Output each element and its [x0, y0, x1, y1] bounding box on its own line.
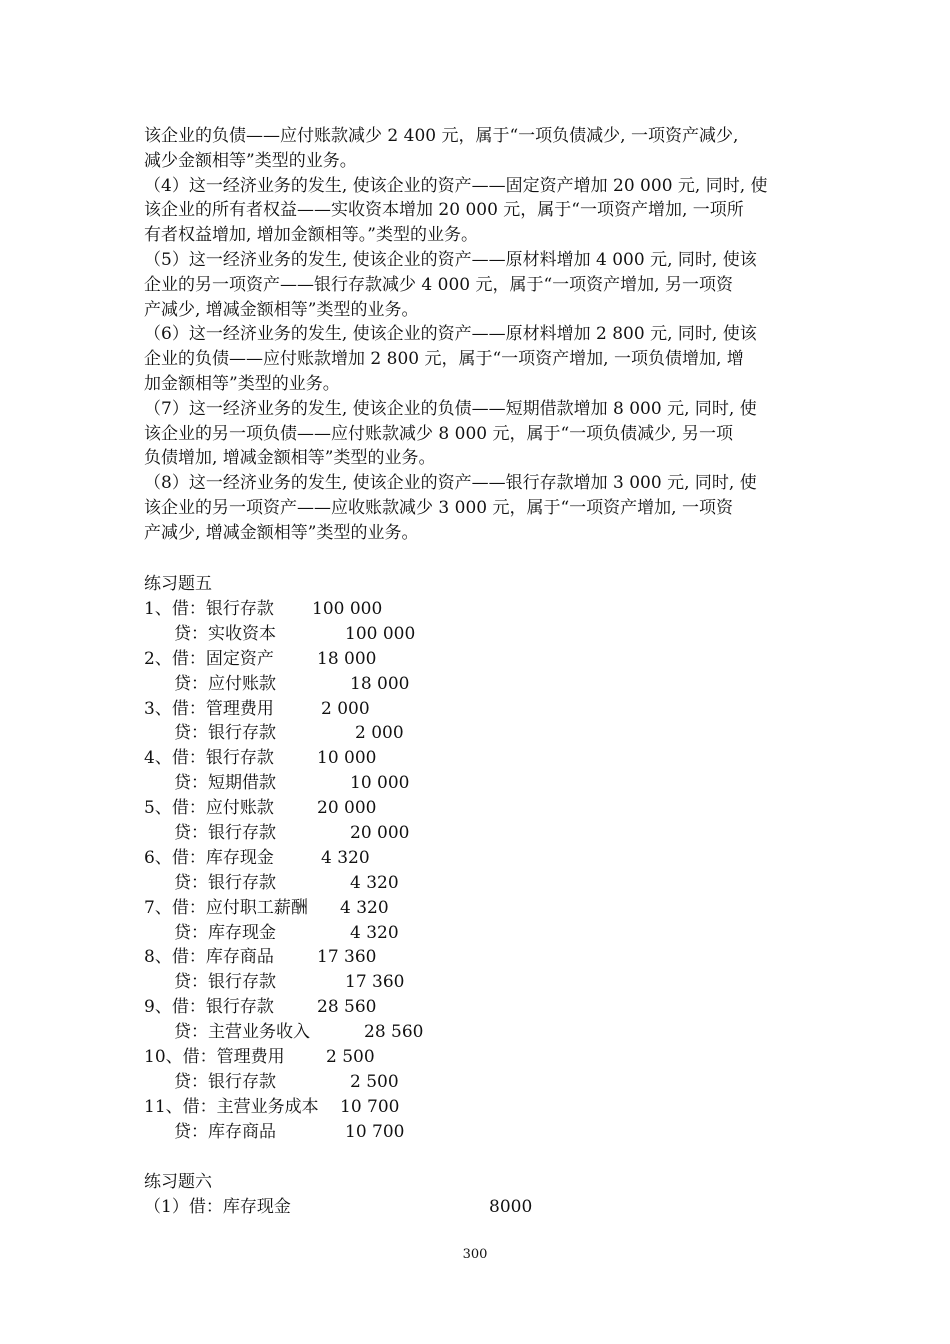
text-line: （8）这一经济业务的发生, 使该企业的资产——银行存款增加 3 000 元, 同时, 使 [144, 473, 757, 494]
text-line: 有者权益增加, 增加金额相等。”类型的业务。 [144, 225, 478, 246]
entry-label: 2、借：固定资产 [144, 648, 274, 669]
text-line: 企业的另一项资产——银行存款减少 4 000 元，属于“一项资产增加, 另一项资 [144, 274, 733, 295]
text-line: 加金额相等”类型的业务。 [144, 373, 340, 394]
entry-amount: 4 320 [350, 872, 399, 893]
paragraph-item-5 [144, 248, 809, 322]
entry-amount: 2 500 [326, 1047, 375, 1068]
entry-amount: 10 000 [317, 748, 377, 769]
entry-label: 贷：库存商品 [174, 1121, 276, 1142]
entry-amount: 4 320 [340, 897, 389, 918]
text-line: 该企业的负债——应付账款减少 2 400 元，属于“一项负债减少, 一项资产减少, [144, 126, 739, 146]
entry-amount: 2 500 [350, 1071, 399, 1092]
entry-label: 贷：库存现金 [174, 922, 276, 943]
text-line: （6）这一经济业务的发生, 使该企业的资产——原材料增加 2 800 元, 同时, 使该 [144, 324, 757, 345]
entry-label: 10、借：管理费用 [144, 1047, 285, 1068]
entry-amount: 17 360 [345, 972, 405, 993]
entry-label: 贷：银行存款 [174, 823, 276, 844]
paragraph-item-8 [144, 471, 809, 545]
text-line: 负债增加, 增减金额相等”类型的业务。 [144, 448, 436, 469]
entry-label: 11、借：主营业务成本 [144, 1096, 319, 1117]
entry-label: 贷：短期借款 [174, 773, 276, 794]
entry-label: 贷：银行存款 [174, 723, 276, 744]
entry-amount: 2 000 [321, 698, 370, 719]
entry-amount: 2 000 [355, 723, 404, 744]
entry-label: 贷：应付账款 [174, 673, 276, 694]
entry-label: 9、借：银行存款 [144, 997, 274, 1018]
entry-amount: 100 000 [312, 599, 383, 619]
entry-label: 3、借：管理费用 [144, 698, 274, 719]
entry-label: 贷：银行存款 [174, 1071, 276, 1092]
paragraph-item-4 [144, 174, 809, 248]
page-number: 300 [462, 1247, 488, 1262]
entry-label: 1、借：银行存款 [144, 599, 274, 619]
entry-label: 4、借：银行存款 [144, 748, 274, 769]
entry-label: （1）借：库存现金 [144, 1197, 291, 1217]
entry-amount: 4 320 [350, 922, 399, 943]
entry-amount: 10 700 [340, 1096, 400, 1117]
entry-label: 5、借：应付账款 [144, 798, 274, 819]
entry-amount: 20 000 [317, 798, 377, 819]
paragraph-item-6 [144, 322, 809, 396]
text-line: 该企业的所有者权益——实收资本增加 20 000 元，属于“一项资产增加, 一项所 [144, 200, 744, 221]
entry-label: 8、借：库存商品 [144, 947, 274, 968]
entry-amount: 20 000 [350, 823, 410, 844]
text-line: （5）这一经济业务的发生, 使该企业的资产——原材料增加 4 000 元, 同时, 使该 [144, 250, 757, 270]
text-line: 该企业的另一项负债——应付账款减少 8 000 元，属于“一项负债减少, 另一项 [144, 423, 733, 444]
entry-label: 7、借：应付职工薪酬 [144, 897, 308, 918]
text-line: 企业的负债——应付账款增加 2 800 元，属于“一项资产增加, 一项负债增加, 增 [144, 349, 744, 370]
entry-label: 贷：主营业务收入 [174, 1022, 310, 1043]
paragraph-item-7 [144, 397, 809, 471]
text-line: （7）这一经济业务的发生, 使该企业的负债——短期借款增加 8 000 元, 同时, 使 [144, 398, 757, 419]
entry-amount: 18 000 [317, 648, 377, 669]
entry-amount: 28 560 [364, 1022, 424, 1043]
entry-label: 贷：银行存款 [174, 972, 276, 993]
text-line: （4）这一经济业务的发生, 使该企业的资产——固定资产增加 20 000 元, 同时, 使 [144, 175, 768, 196]
exercise-5-title: 练习题五 [144, 574, 212, 594]
entry-amount: 10 700 [345, 1121, 405, 1142]
entry-amount: 10 000 [350, 773, 410, 794]
entry-amount: 28 560 [317, 997, 377, 1018]
text-line: 产减少, 增减金额相等”类型的业务。 [144, 522, 419, 543]
text-line: 减少金额相等”类型的业务。 [144, 150, 357, 171]
exercise-6-title: 练习题六 [144, 1172, 212, 1192]
entry-label: 6、借：库存现金 [144, 847, 274, 868]
entry-amount: 8000 [489, 1197, 533, 1217]
entry-amount: 18 000 [350, 673, 410, 694]
entry-label: 贷：银行存款 [174, 872, 276, 893]
entry-label: 贷：实收资本 [174, 623, 276, 644]
entry-amount: 100 000 [345, 623, 416, 644]
text-line: 产减少, 增减金额相等”类型的业务。 [144, 299, 419, 320]
entry-amount: 4 320 [321, 847, 370, 868]
text-line: 该企业的另一项资产——应收账款减少 3 000 元，属于“一项资产增加, 一项资 [144, 497, 733, 518]
paragraph-continuation [144, 124, 809, 174]
entry-amount: 17 360 [317, 947, 377, 968]
